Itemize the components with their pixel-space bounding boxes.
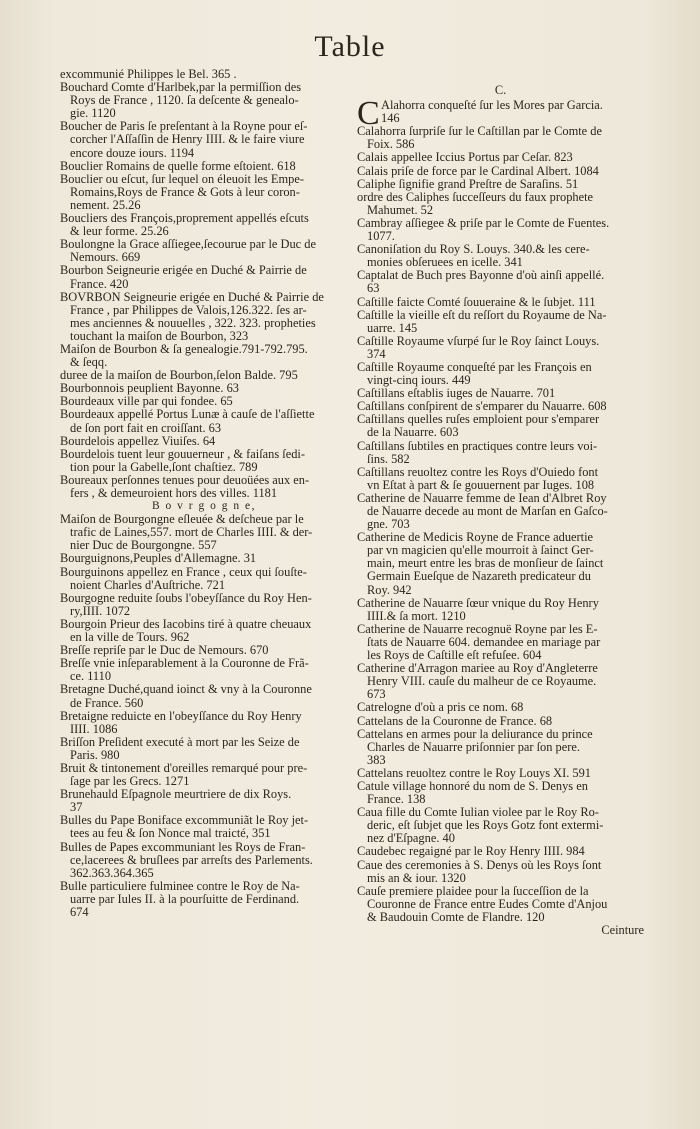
entry-line: Brunehauld Eſpagnole meurtriere de dix Roys. bbox=[60, 788, 292, 802]
index-entry bbox=[357, 767, 644, 780]
entry-line: Bourbonnois peuplient Bayonne. 63 bbox=[60, 382, 239, 396]
entry-line: Catherine de Nauarre recognuë Royne par les E- bbox=[357, 622, 598, 636]
index-entry bbox=[60, 841, 348, 880]
entry-line: Catrelogne d'où a pris ce nom. 68 bbox=[357, 701, 524, 715]
index-entry bbox=[357, 400, 644, 413]
entry-line: Caſtille la vieille eſt du reſſort du Royaume de Na- bbox=[357, 308, 607, 322]
index-entry bbox=[357, 885, 644, 924]
entry-line: noient Charles d'Auſtriche. 721 bbox=[70, 578, 226, 592]
index-entry bbox=[60, 81, 348, 120]
entry-line: de ſon port fait en croiſſant. 63 bbox=[70, 421, 222, 435]
entry-line: gne. 703 bbox=[367, 518, 410, 532]
entry-line: vn Eſtat à part & ſe gouuernent par Iuges. 108 bbox=[367, 478, 595, 492]
index-entry bbox=[60, 369, 348, 382]
entry-line: Caſtille Royaume conqueſté par les François en bbox=[357, 360, 592, 374]
entry-line: Caſtillans eſtablis iuges de Nauarre. 701 bbox=[357, 387, 556, 401]
entry-line: tion pour la Gabelle,ſont chaſtiez. 789 bbox=[70, 460, 258, 474]
index-entry bbox=[357, 296, 644, 309]
index-entry bbox=[60, 408, 348, 434]
entry-line: Bouclier ou eſcut, ſur lequel on éleuoit les Empe- bbox=[60, 172, 304, 186]
entry-line: uarre. 145 bbox=[367, 321, 418, 335]
entry-line: Germain Eueſque de Nazareth predicateur du bbox=[367, 570, 591, 584]
entry-line: Calahorra ſurpriſe ſur le Caſtillan par le Comte de bbox=[357, 125, 602, 139]
entry-line: Bourdeaux appellé Portus Lunæ à cauſe de l'aſſiette bbox=[60, 408, 315, 422]
entry-line: & ſeqq. bbox=[70, 356, 108, 370]
index-entry bbox=[357, 662, 644, 701]
entry-line: Nemours. 669 bbox=[70, 251, 141, 265]
entry-line: Catule village honnoré du nom de S. Denys en bbox=[357, 779, 588, 793]
index-entry bbox=[357, 217, 644, 243]
entry-line: Foix. 586 bbox=[367, 138, 415, 152]
entry-line: Charles de Nauarre priſonnier par ſon pere. bbox=[367, 740, 580, 754]
entry-line: Roys de France , 1120. ſa deſcente & genealo- bbox=[70, 94, 299, 108]
entry-line: Paris. 980 bbox=[70, 748, 120, 762]
index-entry bbox=[357, 597, 644, 623]
entry-line: les Roys de Caſtille eſt refuſee. 604 bbox=[367, 649, 542, 663]
catchword: Ceinture bbox=[601, 923, 644, 937]
entry-line: ſage par les Grecs. 1271 bbox=[70, 775, 190, 789]
entry-line: France. 138 bbox=[367, 793, 426, 807]
entry-line: Bretaigne reduicte en l'obeyſſance du Roy Henry bbox=[60, 709, 302, 723]
entry-line: IIII.& ſa mort. 1210 bbox=[367, 609, 466, 623]
entry-line: de la Nauarre. 603 bbox=[367, 426, 459, 440]
entry-line: 146 bbox=[381, 111, 400, 126]
entry-line: BOVRBON Seigneurie erigée en Duché & Pairrie de bbox=[60, 290, 324, 304]
right-column bbox=[357, 84, 644, 937]
index-entry bbox=[357, 701, 644, 714]
entry-line: Bulles du Pape Boniface excommuniãt le Roy jet- bbox=[60, 814, 309, 828]
entry-line: Captalat de Buch pres Bayonne d'où ainſi appellé. bbox=[357, 269, 605, 283]
index-entry bbox=[60, 264, 348, 290]
index-entry bbox=[357, 413, 644, 439]
entry-line: de France. 560 bbox=[70, 696, 144, 710]
entry-line: Bruit & tintonement d'oreilles remarqué pour pre- bbox=[60, 761, 308, 775]
entry-line: 383 bbox=[367, 753, 386, 767]
entry-line: Bourgogne reduite ſoubs l'obeyſſance du Roy Hen- bbox=[60, 591, 312, 605]
page-title: Table bbox=[314, 30, 386, 63]
entry-line: Henry VIII. cauſe du malheur de ce Royaume. bbox=[367, 675, 597, 689]
entry-line: Bourgoin Prieur des Iacobins tiré à quatre cheuaux bbox=[60, 617, 312, 631]
entry-line: corcher l'Aſſaſſin de Henry IIII. & le faire viure bbox=[70, 133, 305, 147]
entry-line: Roy. 942 bbox=[367, 583, 412, 597]
section-heading: B o v r g o g n e, bbox=[152, 500, 256, 513]
index-entry bbox=[60, 382, 348, 395]
index-entry bbox=[357, 178, 644, 191]
entry-line: tees au feu & ſon Nonce mal traicté, 351 bbox=[70, 827, 271, 841]
entry-line: Caſtille Royaume vſurpé ſur le Roy ſainct Louys. bbox=[357, 334, 600, 348]
entry-line: Catherine de Medicis Royne de France aduertie bbox=[357, 531, 594, 545]
index-entry bbox=[357, 335, 644, 361]
entry-line: Briſſon Preſident executé à mort par les Seize de bbox=[60, 735, 300, 749]
index-entry bbox=[357, 806, 644, 845]
entry-line: Calais priſe de force par le Cardinal Albert. 1084 bbox=[357, 164, 599, 178]
entry-line: Bourbon Seigneurie erigée en Duché & Pairrie de bbox=[60, 264, 307, 278]
index-entry bbox=[357, 728, 644, 767]
entry-line: 674 bbox=[70, 906, 89, 919]
entry-line: 374 bbox=[367, 347, 386, 361]
entry-line: Breſſe repriſe par le Duc de Nemours. 670 bbox=[60, 644, 269, 658]
index-entry bbox=[357, 623, 644, 662]
index-entry bbox=[60, 160, 348, 173]
entry-line: gie. 1120 bbox=[70, 107, 116, 121]
index-entry bbox=[60, 880, 348, 919]
entry-line: Caue des ceremonies à S. Denys où les Roys ſont bbox=[357, 858, 602, 872]
index-entry bbox=[357, 361, 644, 387]
entry-line: vingt-cinq iours. 449 bbox=[367, 374, 471, 388]
entry-line: Catherine de Nauarre ſœur vnique du Roy Henry bbox=[357, 596, 599, 610]
entry-line: fers , & demeuroient hors des villes. 1181 bbox=[70, 487, 278, 500]
entry-line: encore douze iours. 1194 bbox=[70, 146, 195, 160]
index-entry bbox=[357, 125, 644, 151]
entry-line: ry,IIII. 1072 bbox=[70, 604, 131, 618]
entry-line: Caſtillans quelles ruſes emploient pour s'emparer bbox=[357, 413, 600, 427]
entry-line: Cambray aſſiegee & priſe par le Comte de Fuentes. bbox=[357, 216, 610, 230]
index-entry bbox=[60, 552, 348, 565]
entry-line: monies obſeruees en icelle. 341 bbox=[367, 256, 523, 270]
entry-line: Caliphe ſignifie grand Preſtre de Saraſins. 51 bbox=[357, 177, 579, 191]
entry-line: en la ville de Tours. 962 bbox=[70, 631, 190, 645]
entry-line: Bouchard Comte d'Harlbek,par la permiſſion des bbox=[60, 81, 302, 95]
index-entry bbox=[357, 859, 644, 885]
entry-line: uarre par Iules II. à la pourſuitte de Ferdinand. bbox=[70, 892, 300, 906]
entry-line: Cattelans en armes pour la deliurance du prince bbox=[357, 727, 593, 741]
left-column bbox=[60, 68, 348, 919]
index-entry bbox=[357, 466, 644, 492]
index-entry bbox=[357, 151, 644, 164]
entry-line: Catherine de Nauarre femme de Iean d'Albret Roy bbox=[357, 491, 607, 505]
entry-line: ce,lacerees & bruſlees par arreſts des Parlements. bbox=[70, 853, 313, 867]
entry-line: Bouclier Romains de quelle forme eſtoient. 618 bbox=[60, 159, 296, 173]
entry-line: Mahumet. 52 bbox=[367, 203, 434, 217]
entry-line: ce. 1110 bbox=[70, 670, 112, 684]
entry-line: Boucliers des François,proprement appellés eſcuts bbox=[60, 212, 309, 226]
entry-line: Bourguinons appellez en France , ceux qui ſouſte- bbox=[60, 565, 307, 579]
index-entry bbox=[357, 492, 644, 531]
entry-line: Romains,Roys de France & Gots à leur coron- bbox=[70, 185, 300, 199]
index-entry bbox=[357, 440, 644, 466]
index-entry bbox=[357, 243, 644, 269]
index-entry bbox=[60, 736, 348, 762]
entry-line: main, meurt entre les bras de monſieur de ſainct bbox=[367, 557, 604, 571]
index-entry bbox=[357, 387, 644, 400]
entry-line: Bourdelois tuent leur gouuerneur , & faiſans ſedi- bbox=[60, 447, 305, 461]
entry-line: Cauſe premiere plaidee pour la ſucceſſion de la bbox=[357, 884, 589, 898]
entry-line: Caudebec regaigné par le Roy Henry IIII. 984 bbox=[357, 845, 585, 859]
entry-line: Caua fille du Comte Iulian violee par le Roy Ro- bbox=[357, 806, 599, 820]
index-entry bbox=[60, 291, 348, 343]
index-entry bbox=[60, 395, 348, 408]
index-entry bbox=[60, 710, 348, 736]
entry-line: excommunié Philippes le Bel. 365 . bbox=[60, 68, 237, 81]
entry-line: Caſtillans reuoltez contre les Roys d'Ouiedo font bbox=[357, 465, 599, 479]
index-entry bbox=[357, 269, 644, 295]
entry-line: Boucher de Paris ſe preſentant à la Royne pour eſ- bbox=[60, 120, 308, 134]
index-entry bbox=[60, 814, 348, 840]
index-entry bbox=[357, 531, 644, 596]
index-entry bbox=[60, 657, 348, 683]
index-entry bbox=[60, 68, 348, 81]
index-entry bbox=[60, 788, 348, 814]
entry-line: France. 420 bbox=[70, 277, 129, 291]
index-entry bbox=[60, 343, 348, 369]
entry-line: ſins. 582 bbox=[367, 452, 410, 466]
entry-line: deric, eſt ſubjet que les Roys Gotz font extermi- bbox=[367, 819, 604, 833]
entry-line: Cattelans de la Couronne de France. 68 bbox=[357, 714, 553, 728]
entry-line: Catherine d'Arragon mariee au Roy d'Angleterre bbox=[357, 662, 598, 676]
entry-line: Couronne de France entre Eudes Comte d'Anjou bbox=[367, 897, 608, 911]
entry-line: trafic de Laines,557. mort de Charles IIII. & der- bbox=[70, 526, 313, 540]
entry-line: nier Duc de Bourgongne. 557 bbox=[70, 539, 217, 553]
entry-line: Boulongne la Grace aſſiegee,ſecourue par le Duc de bbox=[60, 238, 316, 252]
index-entry bbox=[60, 173, 348, 212]
entry-line: Canoniſation du Roy S. Louys. 340.& les cere- bbox=[357, 243, 590, 257]
index-entry bbox=[60, 618, 348, 644]
entry-line: 362.363.364.365 bbox=[70, 866, 154, 880]
entry-line: Calais appellee Iccius Portus par Ceſar. 823 bbox=[357, 151, 573, 165]
index-entry bbox=[357, 715, 644, 728]
entry-line: par vn magicien qu'elle mourroit à ſainct Ger- bbox=[367, 544, 594, 558]
entry-line: nement. 25.26 bbox=[70, 198, 141, 212]
index-entry bbox=[60, 474, 348, 500]
entry-line: Maiſon de Bourgongne eſleuée & deſcheue par le bbox=[60, 513, 304, 527]
entry-line: Bulles de Papes excommuniant les Roys de Fran- bbox=[60, 840, 306, 854]
entry-line: Maiſon de Bourbon & ſa genealogie.791-792.795. bbox=[60, 342, 308, 356]
index-entry bbox=[60, 435, 348, 448]
index-entry bbox=[357, 845, 644, 858]
entry-line: 37 bbox=[70, 801, 83, 815]
entry-line: 673 bbox=[367, 688, 386, 702]
right-entries bbox=[357, 125, 644, 924]
drop-cap: C bbox=[357, 95, 380, 133]
entry-line: Bourdeaux ville par qui fondee. 65 bbox=[60, 395, 233, 409]
entry-line: mis an & iour. 1320 bbox=[367, 871, 466, 885]
entry-line: nez d'Eſpagne. 40 bbox=[367, 832, 455, 846]
entry-line: Bourdelois appellez Viuiſes. 64 bbox=[60, 434, 216, 448]
index-entry bbox=[357, 165, 644, 178]
index-entry bbox=[60, 566, 348, 592]
index-entry bbox=[60, 513, 348, 552]
entry-line: Bourguignons,Peuples d'Allemagne. 31 bbox=[60, 552, 257, 566]
entry-line: Caſtille faicte Comté ſouueraine & le ſubjet. 111 bbox=[357, 295, 596, 309]
entry-line: & leur forme. 25.26 bbox=[70, 225, 169, 239]
entry-line: 63 bbox=[367, 282, 380, 296]
index-entry bbox=[60, 238, 348, 264]
entry-line: Bulle particuliere fulminee contre le Roy de Na- bbox=[60, 879, 300, 893]
index-entry bbox=[60, 448, 348, 474]
entry-line: Caſtillans conſpirent de s'emparer du Nauarre. 608 bbox=[357, 400, 607, 414]
entry-line: Bretagne Duché,quand ioinct & vny à la Couronne bbox=[60, 683, 312, 697]
index-entry bbox=[60, 592, 348, 618]
entry-line: ſtats de Nauarre 604. demandee en mariage par bbox=[367, 635, 601, 649]
entry-line: Caſtillans ſubtiles en practiques contre leurs voi- bbox=[357, 439, 598, 453]
index-entry bbox=[357, 191, 644, 217]
index-entry bbox=[357, 309, 644, 335]
section-letter: C. bbox=[494, 83, 507, 97]
index-entry bbox=[60, 212, 348, 238]
entry-line: ordre des Caliphes ſucceſſeurs du faux prophete bbox=[357, 190, 594, 204]
entry-line: de Nauarre decede au mont de Marſan en Gaſco- bbox=[367, 505, 608, 518]
entry-line: France , par Philippes de Valois,126.322. ſes ar- bbox=[70, 303, 307, 317]
entry-line: duree de la maiſon de Bourbon,ſelon Balde. 795 bbox=[60, 369, 298, 383]
index-entry bbox=[60, 120, 348, 159]
index-entry bbox=[60, 762, 348, 788]
entry-line: 1077. bbox=[367, 230, 395, 244]
index-entry bbox=[357, 780, 644, 806]
entry-line: IIII. 1086 bbox=[70, 722, 118, 736]
entry-line: touchant la maiſon de Bourbon, 323 bbox=[70, 329, 249, 343]
index-entry bbox=[60, 644, 348, 657]
entry-line: Breſſe vnie inſeparablement à la Couronne de Frã- bbox=[60, 657, 309, 671]
entry-line: Cattelans reuoltez contre le Roy Louys XI. 591 bbox=[357, 766, 591, 780]
entry-line: & Baudouin Comte de Flandre. 120 bbox=[367, 910, 545, 924]
entry-line: Alahorra conqueſté ſur les Mores par Garcia. bbox=[381, 98, 603, 113]
entry-line: mes anciennes & nouuelles , 322. 323. propheties bbox=[70, 316, 316, 330]
entry-line: Boureaux perſonnes tenues pour deuoüées aux en- bbox=[60, 473, 310, 487]
index-entry bbox=[60, 683, 348, 709]
